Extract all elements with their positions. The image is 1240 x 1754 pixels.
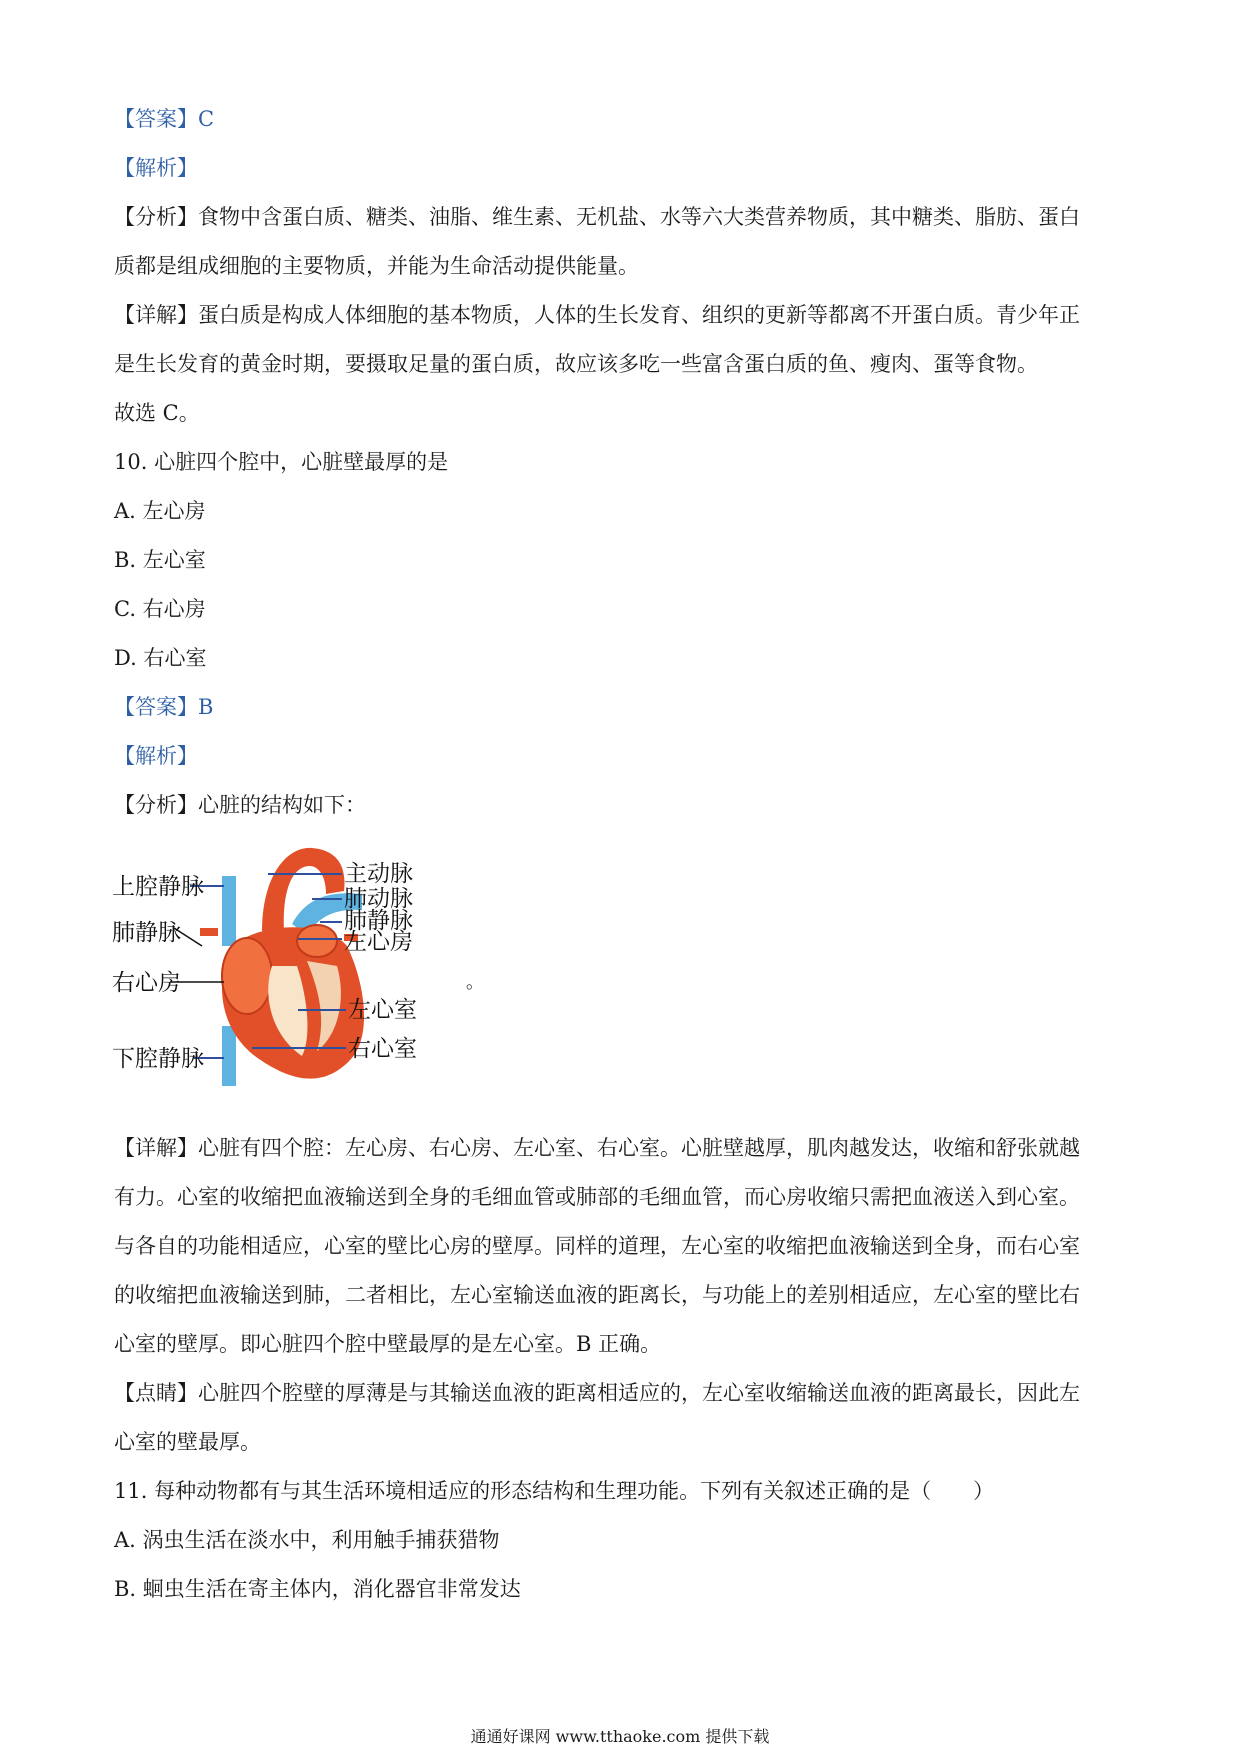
q10-question: 10. 心脏四个腔中，心脏壁最厚的是: [114, 450, 449, 474]
q10-dianjing-line-2: 心室的壁最厚。: [114, 1430, 261, 1454]
q9-xiangjie-text-1: 蛋白质是构成人体细胞的基本物质，人体的生长发育、组织的更新等都离不开蛋白质。青少年正: [198, 303, 1080, 327]
q11-option-a: A. 涡虫生活在淡水中，利用触手捕获猎物: [114, 1528, 500, 1552]
q10-answer: 【答案】B: [114, 695, 214, 719]
q10-xiangjie-line-5: 心室的壁厚。即心脏四个腔中壁最厚的是左心室。B 正确。: [114, 1332, 662, 1356]
q10-xiangjie-tag: 【详解】: [114, 1136, 198, 1160]
q9-xiangjie-tag: 【详解】: [114, 303, 198, 327]
label-right-ventricle: 右心室: [348, 1036, 417, 1062]
q9-fenxi-line-2: 质都是组成细胞的主要物质，并能为生命活动提供能量。: [114, 254, 639, 278]
inferior-vena-cava-shape: [222, 1026, 236, 1086]
q9-xiangjie-line-1: [114, 300, 1134, 330]
q10-dianjing-text-1: 心脏四个腔壁的厚薄是与其输送血液的距离相适应的，左心室收缩输送血液的距离最长，因此左: [198, 1381, 1080, 1405]
q10-option-a: A. 左心房: [114, 499, 206, 523]
pulmonary-vein-left-shape: [200, 928, 218, 936]
q9-fenxi-text-1: 食物中含蛋白质、糖类、油脂、维生素、无机盐、水等六大类营养物质，其中糖类、脂肪、蛋白: [198, 205, 1080, 229]
q11-option-b: B. 蛔虫生活在寄主体内，消化器官非常发达: [114, 1577, 521, 1601]
page-footer: 通通好课网 www.tthaoke.com 提供下载: [470, 1727, 770, 1746]
q10-xiangjie-line-3: 与各自的功能相适应，心室的壁比心房的壁厚。同样的道理，左心室的收缩把血液输送到全身，而右心室: [114, 1234, 1080, 1258]
q9-analysis-header: 【解析】: [114, 156, 198, 180]
label-left-ventricle: 左心室: [348, 997, 417, 1023]
label-pulmonary-artery: 肺动脉: [344, 886, 413, 912]
q10-xiangjie-line-1: [114, 1133, 1134, 1163]
q10-dianjing-tag: 【点睛】: [114, 1381, 198, 1405]
q10-analysis-header: 【解析】: [114, 744, 198, 768]
q9-fenxi-line-1: [114, 202, 1134, 232]
q10-xiangjie-text-1: 心脏有四个腔：左心房、右心房、左心室、右心室。心脏壁越厚，肌肉越发达，收缩和舒张就越: [198, 1136, 1080, 1160]
q10-xiangjie-line-4: 的收缩把血液输送到肺，二者相比，左心室输送血液的距离长，与功能上的差别相适应，左心室的壁比右: [114, 1283, 1080, 1307]
q9-fenxi-tag: 【分析】: [114, 205, 198, 229]
q10-fenxi-tag: 【分析】: [114, 793, 198, 817]
label-left-atrium: 左心房: [344, 929, 413, 955]
q10-xiangjie-line-2: 有力。心室的收缩把血液输送到全身的毛细血管或肺部的毛细血管，而心房收缩只需把血液送入到心室。: [114, 1185, 1080, 1209]
q11-question: 11. 每种动物都有与其生活环境相适应的形态结构和生理功能。下列有关叙述正确的是（ ）: [114, 1479, 995, 1503]
heart-diagram: [112, 836, 472, 1098]
left-atrium-shape: [297, 925, 337, 957]
q10-option-d: D. 右心室: [114, 646, 207, 670]
label-right-atrium: 右心房: [112, 970, 181, 996]
q10-option-c: C. 右心房: [114, 597, 206, 621]
q10-fenxi-text: 心脏的结构如下：: [198, 793, 366, 817]
q9-answer: 【答案】C: [114, 107, 215, 131]
q9-conclusion: 故选 C。: [114, 401, 200, 425]
superior-vena-cava-shape: [222, 876, 236, 946]
right-atrium-shape: [222, 938, 272, 1014]
label-inferior-vena-cava: 下腔静脉: [112, 1046, 204, 1072]
q10-option-b: B. 左心室: [114, 548, 206, 572]
q9-xiangjie-line-2: 是生长发育的黄金时期，要摄取足量的蛋白质，故应该多吃一些富含蛋白质的鱼、瘦肉、蛋等食物。: [114, 352, 1038, 376]
label-pulmonary-vein-right: 肺静脉: [344, 908, 413, 934]
q10-fenxi-line: [114, 790, 1134, 820]
label-pulmonary-vein-left: 肺静脉: [112, 920, 181, 946]
label-aorta: 主动脉: [344, 861, 413, 887]
label-superior-vena-cava: 上腔静脉: [112, 874, 204, 900]
diagram-end-mark: 。: [466, 972, 484, 993]
q10-dianjing-line-1: [114, 1378, 1134, 1408]
